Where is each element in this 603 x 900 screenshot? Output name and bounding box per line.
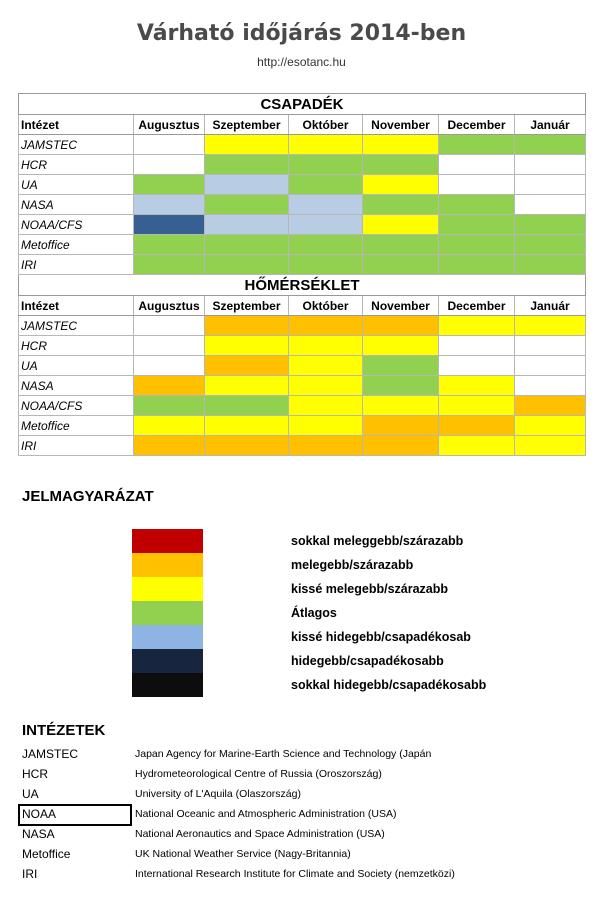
institute-item [18,764,598,784]
institute-cell: NASA [19,376,134,396]
forecast-cell [205,336,289,356]
legend-label: kissé hidegebb/csapadékosab [291,630,471,644]
institutes-title: INTÉZETEK [22,722,106,739]
forecast-cell [134,336,205,356]
forecast-cell [134,436,205,456]
forecast-cell [289,195,363,215]
forecast-cell [363,135,439,155]
forecast-cell [515,356,586,376]
forecast-cell [363,155,439,175]
legend-title: JELMAGYARÁZAT [22,488,154,505]
forecast-cell [205,356,289,376]
institute-item [18,844,598,864]
forecast-table [18,93,586,456]
forecast-cell [439,396,515,416]
legend-swatch [132,649,203,673]
forecast-cell [289,356,363,376]
forecast-cell [439,336,515,356]
forecast-cell [439,436,515,456]
forecast-cell [289,235,363,255]
forecast-cell [134,135,205,155]
column-header: December [439,296,515,316]
forecast-cell [439,356,515,376]
forecast-cell [363,316,439,336]
institute-abbr[interactable]: NOAA [18,804,132,826]
column-header: Augusztus [134,296,205,316]
forecast-cell [515,255,586,275]
legend-swatch [132,577,203,601]
forecast-cell [363,175,439,195]
forecast-cell [134,195,205,215]
forecast-cell [205,175,289,195]
institute-abbr[interactable]: IRI [22,867,38,881]
forecast-cell [289,255,363,275]
institute-cell: HCR [19,155,134,175]
institute-cell: UA [19,175,134,195]
forecast-cell [515,416,586,436]
table-row [19,396,586,416]
institute-item [18,824,598,844]
forecast-cell [205,396,289,416]
forecast-cell [134,396,205,416]
column-header: Október [289,115,363,135]
forecast-cell [134,155,205,175]
table-row [19,195,586,215]
forecast-cell [439,416,515,436]
forecast-cell [439,376,515,396]
forecast-cell [289,155,363,175]
table-row [19,255,586,275]
forecast-cell [515,336,586,356]
column-header: November [363,115,439,135]
table-row [19,416,586,436]
forecast-cell [134,175,205,195]
forecast-cell [515,436,586,456]
column-header: Szeptember [205,296,289,316]
forecast-cell [515,316,586,336]
institute-item [18,804,598,824]
institute-cell: HCR [19,336,134,356]
forecast-cell [439,175,515,195]
institute-name: Japan Agency for Marine-Earth Science and Technology (Japán [135,748,432,760]
forecast-cell [289,336,363,356]
legend-swatch [132,601,203,625]
forecast-cell [515,135,586,155]
forecast-cell [363,436,439,456]
forecast-cell [515,396,586,416]
legend-label: kissé melegebb/szárazabb [291,582,449,596]
legend-label: melegebb/szárazabb [291,558,414,572]
institute-cell: NOAA/CFS [19,396,134,416]
institute-cell: NOAA/CFS [19,215,134,235]
forecast-cell [363,396,439,416]
institute-cell: IRI [19,255,134,275]
forecast-cell [205,436,289,456]
table-row [19,316,586,336]
institute-abbr[interactable]: JAMSTEC [22,747,79,761]
institute-name: National Oceanic and Atmospheric Administration (USA) [135,808,397,820]
table-row [19,175,586,195]
forecast-cell [363,195,439,215]
institute-item [18,784,598,804]
forecast-cell [205,376,289,396]
page-title: Várható időjárás 2014-ben [136,21,467,46]
section-title: CSAPADÉK [19,94,586,115]
forecast-cell [134,356,205,376]
legend-label: sokkal hidegebb/csapadékosabb [291,678,487,692]
forecast-cell [363,255,439,275]
forecast-cell [363,336,439,356]
institute-name: Hydrometeorological Centre of Russia (Oroszország) [135,768,382,780]
section-title: HŐMÉRSÉKLET [19,275,586,296]
forecast-cell [289,215,363,235]
forecast-cell [363,376,439,396]
forecast-cell [439,316,515,336]
institute-item [18,744,598,764]
forecast-cell [363,416,439,436]
column-header: Szeptember [205,115,289,135]
forecast-cell [363,235,439,255]
forecast-cell [205,235,289,255]
forecast-cell [439,215,515,235]
column-header: Intézet [19,296,134,316]
forecast-cell [439,135,515,155]
institute-item [18,864,598,884]
institute-cell: NASA [19,195,134,215]
institutes-list [18,744,598,884]
forecast-cell [515,376,586,396]
table-row [19,155,586,175]
column-header: Intézet [19,115,134,135]
institute-name: University of L'Aquila (Olaszország) [135,788,301,800]
forecast-cell [363,215,439,235]
forecast-cell [289,316,363,336]
forecast-cell [205,316,289,336]
column-header: Október [289,296,363,316]
forecast-cell [289,175,363,195]
table-row [19,376,586,396]
forecast-cell [134,235,205,255]
legend-swatch [132,625,203,649]
forecast-cell [439,255,515,275]
table-row [19,436,586,456]
forecast-cell [515,215,586,235]
forecast-cell [205,155,289,175]
forecast-cell [289,436,363,456]
legend-swatch [132,673,203,697]
institute-abbr[interactable]: Metoffice [22,847,71,861]
institute-name: International Research Institute for Climate and Society (nemzetközi) [135,868,455,880]
legend-label: sokkal meleggebb/szárazabb [291,534,464,548]
institute-cell: UA [19,356,134,376]
forecast-cell [515,175,586,195]
forecast-cell [363,356,439,376]
table-row [19,135,586,155]
table-row [19,336,586,356]
table-row [19,235,586,255]
institute-cell: JAMSTEC [19,135,134,155]
forecast-cell [134,416,205,436]
forecast-cell [289,376,363,396]
forecast-cell [439,195,515,215]
institute-cell: Metoffice [19,416,134,436]
institute-cell: Metoffice [19,235,134,255]
forecast-cell [515,195,586,215]
forecast-cell [439,235,515,255]
forecast-cell [205,135,289,155]
forecast-cell [205,195,289,215]
legend-label: hidegebb/csapadékosabb [291,654,444,668]
forecast-cell [289,135,363,155]
forecast-cell [205,416,289,436]
legend-swatch [132,529,203,553]
source-url[interactable]: http://esotanc.hu [257,55,346,69]
forecast-cell [134,376,205,396]
column-header: Augusztus [134,115,205,135]
forecast-cell [439,155,515,175]
forecast-cell [289,396,363,416]
forecast-cell [515,235,586,255]
column-header: December [439,115,515,135]
institute-cell: JAMSTEC [19,316,134,336]
legend-label: Átlagos [291,606,337,620]
forecast-cell [205,215,289,235]
table-row [19,356,586,376]
forecast-cell [134,316,205,336]
column-header: November [363,296,439,316]
institute-name: National Aeronautics and Space Administration (USA) [135,828,385,840]
forecast-cell [134,255,205,275]
forecast-cell [289,416,363,436]
column-header: Január [515,296,586,316]
institute-name: UK National Weather Service (Nagy-Britannia) [135,848,351,860]
institute-cell: IRI [19,436,134,456]
institute-abbr[interactable]: HCR [22,767,48,781]
forecast-cell [515,155,586,175]
table-row [19,215,586,235]
forecast-cell [134,215,205,235]
institute-abbr[interactable]: UA [22,787,39,801]
forecast-cell [205,255,289,275]
legend-swatch [132,553,203,577]
column-header: Január [515,115,586,135]
institute-abbr[interactable]: NASA [22,827,55,841]
